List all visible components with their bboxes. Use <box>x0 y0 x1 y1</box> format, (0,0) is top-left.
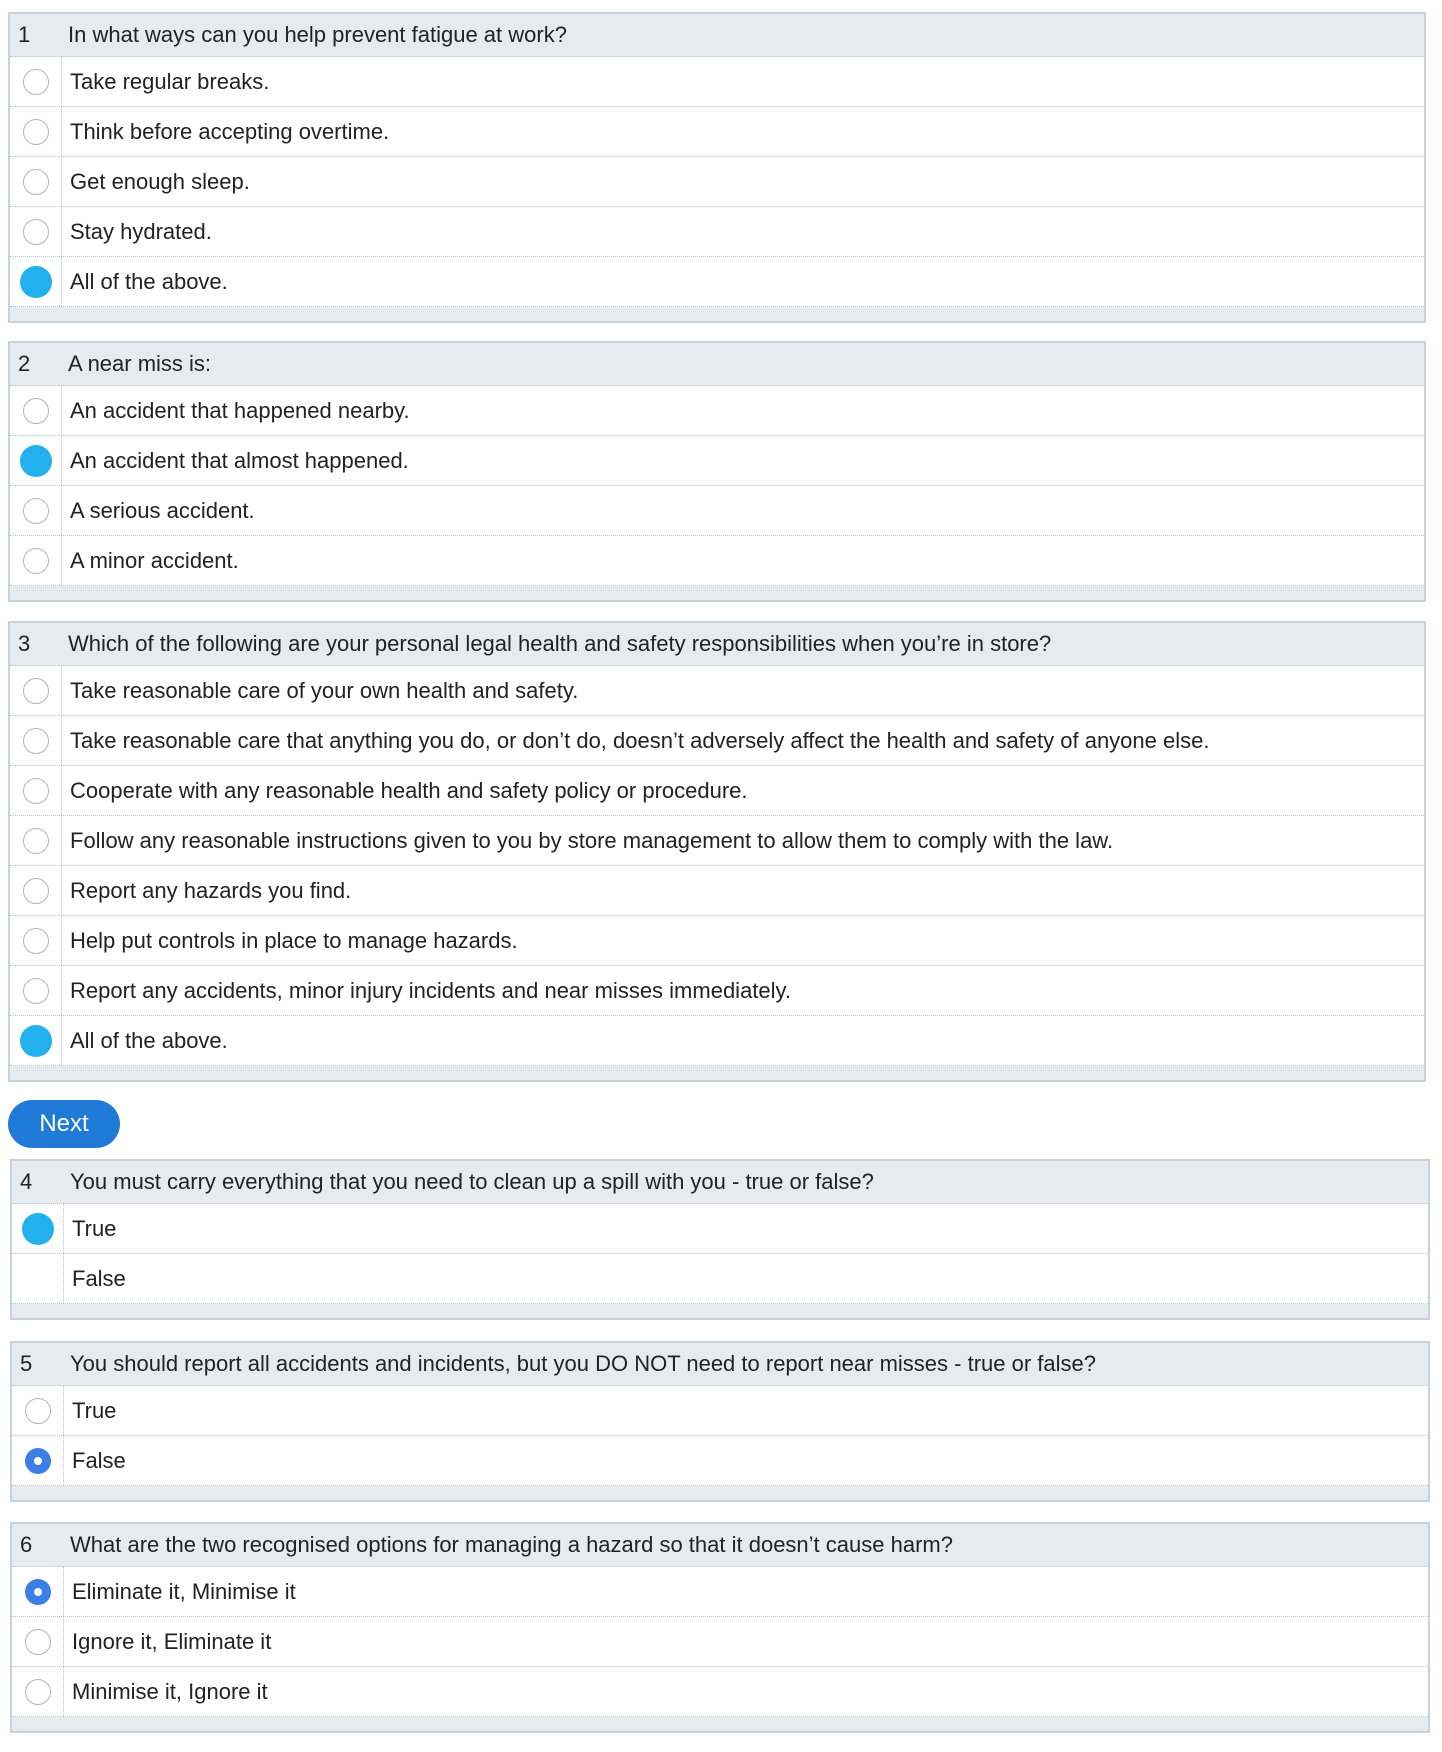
question-text: Which of the following are your personal legal health and safety responsibilities when you’re in store? <box>68 631 1052 656</box>
answer-option[interactable] <box>12 1204 1428 1254</box>
answer-label: Think before accepting overtime. <box>70 118 390 144</box>
question-footer <box>10 586 1424 600</box>
answer-label: An accident that almost happened. <box>70 447 409 473</box>
radio-button[interactable] <box>23 678 49 704</box>
answer-option[interactable] <box>10 716 1424 766</box>
radio-button-selected[interactable] <box>20 1025 52 1057</box>
radio-button-checked[interactable] <box>25 1448 51 1474</box>
answer-label: Ignore it, Eliminate it <box>72 1628 272 1654</box>
answer-option[interactable] <box>10 57 1424 107</box>
question-text: You must carry everything that you need to clean up a spill with you - true or false? <box>70 1169 874 1194</box>
question-2 <box>8 341 1426 602</box>
question-text: What are the two recognised options for managing a hazard so that it doesn’t cause harm? <box>70 1532 953 1557</box>
answer-label: All of the above. <box>70 1027 228 1053</box>
question-header <box>10 14 1424 57</box>
answer-option[interactable] <box>10 816 1424 866</box>
answer-label: An accident that happened nearby. <box>70 397 410 423</box>
answer-label: Cooperate with any reasonable health and safety policy or procedure. <box>70 777 748 803</box>
radio-button[interactable] <box>23 219 49 245</box>
question-text: A near miss is: <box>68 351 212 376</box>
radio-button[interactable] <box>23 69 49 95</box>
radio-button-hidden[interactable] <box>25 1266 51 1292</box>
radio-button[interactable] <box>23 498 49 524</box>
answer-option[interactable] <box>10 436 1424 486</box>
question-number: 3 <box>18 631 31 656</box>
question-1 <box>8 12 1426 323</box>
answer-option[interactable] <box>10 916 1424 966</box>
question-footer <box>12 1486 1428 1500</box>
radio-button-selected[interactable] <box>20 266 52 298</box>
answer-option[interactable] <box>10 536 1424 586</box>
radio-button-checked[interactable] <box>25 1579 51 1605</box>
answer-option[interactable] <box>10 386 1424 436</box>
question-text: In what ways can you help prevent fatigue at work? <box>68 22 567 47</box>
question-5 <box>10 1341 1430 1502</box>
question-header <box>10 343 1424 386</box>
answer-label: Take reasonable care of your own health and safety. <box>70 677 579 703</box>
question-number: 5 <box>20 1351 33 1376</box>
radio-button[interactable] <box>25 1398 51 1424</box>
answer-label: False <box>72 1265 126 1291</box>
question-footer <box>10 1066 1424 1080</box>
answer-option[interactable] <box>12 1667 1428 1717</box>
answer-label: Get enough sleep. <box>70 168 250 194</box>
question-footer <box>12 1304 1428 1318</box>
radio-button[interactable] <box>25 1679 51 1705</box>
answer-label: Minimise it, Ignore it <box>72 1678 268 1704</box>
answer-option[interactable] <box>12 1386 1428 1436</box>
answer-option[interactable] <box>12 1567 1428 1617</box>
answer-label: A minor accident. <box>70 547 239 573</box>
answer-option[interactable] <box>10 966 1424 1016</box>
radio-button-selected[interactable] <box>20 445 52 477</box>
question-number: 4 <box>20 1169 33 1194</box>
answer-label: A serious accident. <box>70 497 255 523</box>
answer-option[interactable] <box>12 1617 1428 1667</box>
answer-option[interactable] <box>10 766 1424 816</box>
answer-option[interactable] <box>12 1254 1428 1304</box>
answer-label: All of the above. <box>70 268 228 294</box>
radio-button[interactable] <box>23 778 49 804</box>
answer-label: Eliminate it, Minimise it <box>72 1578 296 1604</box>
answer-label: False <box>72 1447 126 1473</box>
radio-button[interactable] <box>23 978 49 1004</box>
radio-button[interactable] <box>23 398 49 424</box>
answer-label: True <box>72 1397 117 1423</box>
answer-label: Take reasonable care that anything you do, or don’t do, doesn’t adversely affect the health and safety of anyone else. <box>70 727 1210 753</box>
answer-label: Help put controls in place to manage hazards. <box>70 927 518 953</box>
radio-button[interactable] <box>23 728 49 754</box>
radio-button[interactable] <box>23 928 49 954</box>
answer-label: True <box>72 1215 117 1241</box>
question-footer <box>10 307 1424 321</box>
question-header <box>12 1343 1428 1386</box>
answer-option[interactable] <box>10 257 1424 307</box>
question-6 <box>10 1522 1430 1733</box>
answer-label: Take regular breaks. <box>70 68 270 94</box>
question-text: You should report all accidents and incidents, but you DO NOT need to report near misses - true or false? <box>70 1351 1096 1376</box>
radio-button[interactable] <box>23 548 49 574</box>
question-footer <box>12 1717 1428 1731</box>
radio-button[interactable] <box>23 878 49 904</box>
question-number: 1 <box>18 22 31 47</box>
radio-button-selected[interactable] <box>22 1213 54 1245</box>
answer-option[interactable] <box>10 486 1424 536</box>
question-number: 2 <box>18 351 31 376</box>
question-4 <box>10 1159 1430 1320</box>
answer-option[interactable] <box>10 866 1424 916</box>
answer-option[interactable] <box>10 1016 1424 1066</box>
answer-option[interactable] <box>10 207 1424 257</box>
answer-label: Report any accidents, minor injury incidents and near misses immediately. <box>70 977 792 1003</box>
radio-button[interactable] <box>23 169 49 195</box>
question-header <box>12 1161 1428 1204</box>
answer-label: Follow any reasonable instructions given to you by store management to allow them to comply with the law. <box>70 827 1114 853</box>
answer-option[interactable] <box>10 666 1424 716</box>
radio-button[interactable] <box>23 119 49 145</box>
question-header <box>10 623 1424 666</box>
answer-label: Stay hydrated. <box>70 218 212 244</box>
next-button[interactable]: Next <box>8 1100 120 1148</box>
answer-label: Report any hazards you find. <box>70 877 352 903</box>
radio-button[interactable] <box>25 1629 51 1655</box>
answer-option[interactable] <box>10 107 1424 157</box>
question-number: 6 <box>20 1532 33 1557</box>
question-header <box>12 1524 1428 1567</box>
question-3 <box>8 621 1426 1082</box>
answer-option[interactable] <box>10 157 1424 207</box>
answer-option[interactable] <box>12 1436 1428 1486</box>
radio-button[interactable] <box>23 828 49 854</box>
